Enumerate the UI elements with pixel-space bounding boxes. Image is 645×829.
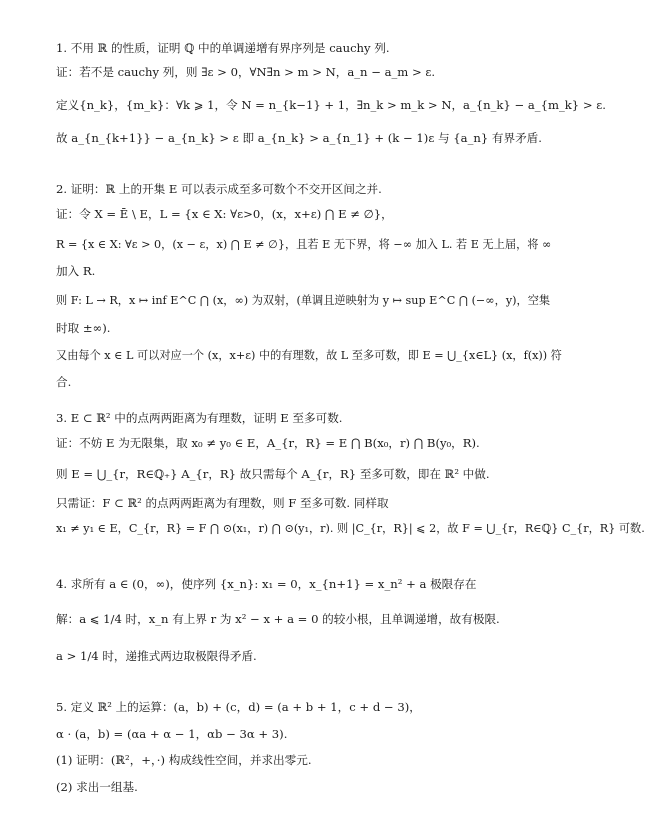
problem-3-proof-line-3: 只需证：F ⊂ ℝ² 的点两两距离为有理数，则 F 至多可数. 同样取 — [56, 496, 389, 510]
problem-2-proof-line-7: 合. — [56, 375, 72, 389]
problem-2-proof-line-1: 证：令 X = Ē \ E，L = {x ∈ X: ∀ε>0，(x，x+ε) ⋂ E ≠ ∅}， — [56, 207, 393, 221]
problem-2-statement: 2. 证明：ℝ 上的开集 E 可以表示成至多可数个不交开区间之并. — [56, 182, 382, 196]
problem-2-proof-line-5: 时取 ±∞). — [56, 321, 111, 335]
problem-1-statement: 1. 不用 ℝ 的性质，证明 ℚ 中的单调递增有界序列是 cauchy 列. — [56, 41, 390, 55]
problem-5-statement: 5. 定义 ℝ² 上的运算：(a，b) + (c，d) = (a + b + 1，c + d − 3)， — [56, 700, 421, 714]
problem-4-solution-line-2: a > 1/4 时，递推式两边取极限得矛盾. — [56, 649, 257, 663]
problem-3-proof-line-4: x₁ ≠ y₁ ∈ E，C_{r，R} = F ⋂ ⊙(x₁，r) ⋂ ⊙(y₁，r). 则 |C_{r，R}| ⩽ 2，故 F = ⋃_{r，R∈ℚ} C_{r，R} 可数. — [56, 522, 645, 535]
problem-5-part-1: (1) 证明：(ℝ²，+，·) 构成线性空间，并求出零元. — [56, 753, 312, 767]
problem-2-proof-line-6: 又由每个 x ∈ L 可以对应一个 (x，x+ε) 中的有理数，故 L 至多可数，即 E = ⋃_{x∈L} (x，f(x)) 符 — [56, 349, 562, 362]
problem-3-statement: 3. E ⊂ ℝ² 中的点两两距离为有理数，证明 E 至多可数. — [56, 411, 343, 425]
problem-2-proof-line-4: 则 F: L → R，x ↦ inf E^C ⋂ (x，∞) 为双射，(单调且逆映射为 y ↦ sup E^C ⋂ (−∞，y)，空集 — [56, 294, 551, 307]
problem-2-proof-line-3: 加入 R. — [56, 264, 96, 278]
problem-2-proof-line-2: R = {x ∈ X: ∀ε > 0，(x − ε，x) ⋂ E ≠ ∅}，且若 E 无下界，将 −∞ 加入 L. 若 E 无上届，将 ∞ — [56, 238, 552, 251]
problem-5-scalar-definition: α · (a，b) = (αa + α − 1，αb − 3α + 3). — [56, 727, 288, 741]
problem-5-part-2: (2) 求出一组基. — [56, 780, 138, 794]
problem-3-proof-line-2: 则 E = ⋃_{r，R∈ℚ₊} A_{r，R} 故只需每个 A_{r，R} 至多可数，即在 ℝ² 中做. — [56, 467, 490, 481]
problem-1-proof-line-3: 故 a_{n_{k+1}} − a_{n_k} > ε 即 a_{n_k} > a_{n_1} + (k − 1)ε 与 {a_n} 有界矛盾. — [56, 131, 542, 145]
problem-1-proof-line-2: 定义{n_k}，{m_k}：∀k ⩾ 1，令 N = n_{k−1} + 1，∃n_k > m_k > N，a_{n_k} − a_{m_k} > ε. — [56, 98, 606, 112]
problem-4-solution-line-1: 解：a ⩽ 1/4 时，x_n 有上界 r 为 x² − x + a = 0 的较小根，且单调递增，故有极限. — [56, 612, 500, 626]
problem-3-proof-line-1: 证：不妨 E 为无限集，取 x₀ ≠ y₀ ∈ E，A_{r，R} = E ⋂ B(x₀，r) ⋂ B(y₀，R). — [56, 436, 480, 450]
problem-1-proof-line-1: 证：若不是 cauchy 列，则 ∃ε > 0，∀N∃n > m > N，a_n − a_m > ε. — [56, 65, 436, 79]
problem-4-statement: 4. 求所有 a ∈ (0，∞)，使序列 {x_n}: x₁ = 0，x_{n+1} = x_n² + a 极限存在 — [56, 577, 477, 591]
